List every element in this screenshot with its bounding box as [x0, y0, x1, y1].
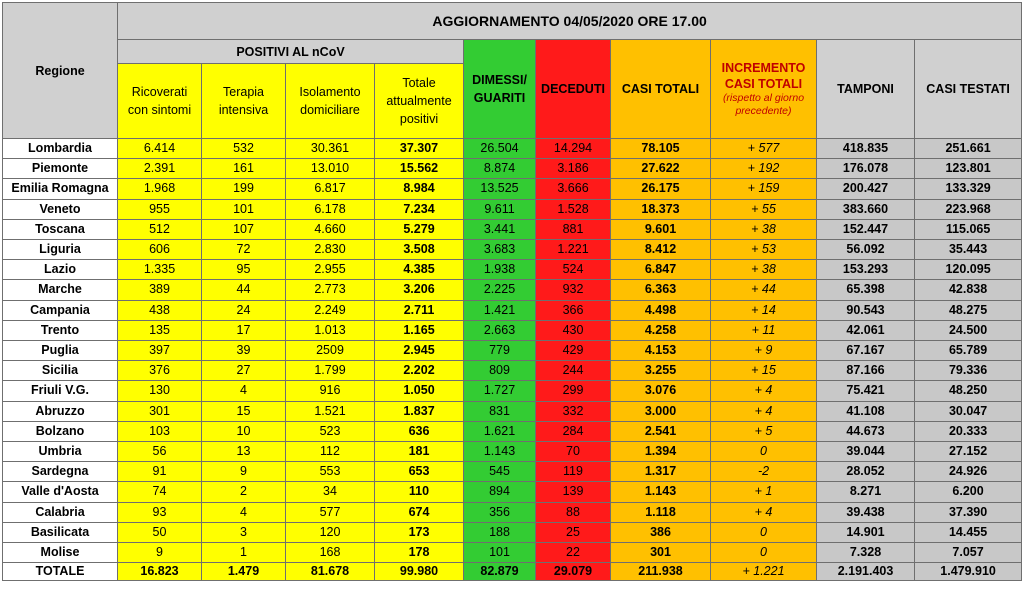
- cell-ricoverati: 56: [118, 442, 202, 462]
- cell-incremento: + 9: [711, 341, 817, 361]
- table-row: [3, 320, 1022, 340]
- cell-deceduti: 25: [536, 522, 611, 542]
- cell-regione: Veneto: [3, 199, 118, 219]
- table-row: [3, 401, 1022, 421]
- cell-dimessi: 188: [464, 522, 536, 542]
- cell-casi: 386: [611, 522, 711, 542]
- cell-testati: 24.500: [915, 320, 1022, 340]
- table-row: [3, 543, 1022, 563]
- table-row: [3, 280, 1022, 300]
- cell-incremento: + 15: [711, 361, 817, 381]
- cell-terapia: 10: [202, 421, 286, 441]
- cell-deceduti: 366: [536, 300, 611, 320]
- cell-tamponi: 152.447: [817, 219, 915, 239]
- cell-casi: 3.000: [611, 401, 711, 421]
- cell-totale: 653: [375, 462, 464, 482]
- cell-totale: 8.984: [375, 179, 464, 199]
- cell-isolamento: 2509: [286, 341, 375, 361]
- cell-terapia: 17: [202, 320, 286, 340]
- cell-testati: 115.065: [915, 219, 1022, 239]
- table-row: [3, 361, 1022, 381]
- cell-regione: Bolzano: [3, 421, 118, 441]
- cell-ricoverati: 301: [118, 401, 202, 421]
- cell-deceduti: 244: [536, 361, 611, 381]
- cell-totale: 1.050: [375, 381, 464, 401]
- cell-dimessi: 1.143: [464, 442, 536, 462]
- cell-ricoverati: 955: [118, 199, 202, 219]
- cell-deceduti: 429: [536, 341, 611, 361]
- cell-deceduti: 119: [536, 462, 611, 482]
- cell-dimessi: 3.441: [464, 219, 536, 239]
- cell-regione: Liguria: [3, 240, 118, 260]
- cell-deceduti: 1.528: [536, 199, 611, 219]
- cell-regione: Sicilia: [3, 361, 118, 381]
- cell-totale: 99.980: [375, 563, 464, 581]
- cell-casi: 26.175: [611, 179, 711, 199]
- cell-ricoverati: 6.414: [118, 139, 202, 159]
- cell-ricoverati: 103: [118, 421, 202, 441]
- cell-casi: 6.363: [611, 280, 711, 300]
- cell-dimessi: 82.879: [464, 563, 536, 581]
- header-ricoverati: Ricoverati con sintomi: [118, 64, 202, 139]
- cell-tamponi: 56.092: [817, 240, 915, 260]
- cell-incremento: + 577: [711, 139, 817, 159]
- cell-terapia: 95: [202, 260, 286, 280]
- cell-tamponi: 65.398: [817, 280, 915, 300]
- table-row: [3, 219, 1022, 239]
- table-title: AGGIORNAMENTO 04/05/2020 ORE 17.00: [118, 3, 1022, 40]
- cell-testati: 37.390: [915, 502, 1022, 522]
- cell-deceduti: 3.186: [536, 159, 611, 179]
- cell-totale: 173: [375, 522, 464, 542]
- cell-tamponi: 75.421: [817, 381, 915, 401]
- header-casi-totali: CASI TOTALI: [611, 40, 711, 139]
- header-totale-positivi: Totale attualmente positivi: [375, 64, 464, 139]
- cell-isolamento: 1.799: [286, 361, 375, 381]
- cell-tamponi: 383.660: [817, 199, 915, 219]
- cell-totale: 2.945: [375, 341, 464, 361]
- header-deceduti: DECEDUTI: [536, 40, 611, 139]
- cell-totale: 110: [375, 482, 464, 502]
- cell-tamponi: 42.061: [817, 320, 915, 340]
- cell-dimessi: 809: [464, 361, 536, 381]
- cell-regione: Calabria: [3, 502, 118, 522]
- cell-dimessi: 779: [464, 341, 536, 361]
- cell-terapia: 2: [202, 482, 286, 502]
- cell-deceduti: 14.294: [536, 139, 611, 159]
- cell-incremento: + 192: [711, 159, 817, 179]
- cell-regione: Sardegna: [3, 462, 118, 482]
- cell-totale: 5.279: [375, 219, 464, 239]
- cell-totale: 3.508: [375, 240, 464, 260]
- cell-isolamento: 13.010: [286, 159, 375, 179]
- cell-isolamento: 523: [286, 421, 375, 441]
- cell-isolamento: 6.817: [286, 179, 375, 199]
- cell-ricoverati: 1.335: [118, 260, 202, 280]
- cell-dimessi: 9.611: [464, 199, 536, 219]
- cell-tamponi: 67.167: [817, 341, 915, 361]
- cell-testati: 133.329: [915, 179, 1022, 199]
- cell-isolamento: 4.660: [286, 219, 375, 239]
- cell-regione: Campania: [3, 300, 118, 320]
- cell-regione: Molise: [3, 543, 118, 563]
- cell-testati: 42.838: [915, 280, 1022, 300]
- table-row-totale: [3, 563, 1022, 581]
- cell-terapia: 1.479: [202, 563, 286, 581]
- cell-terapia: 72: [202, 240, 286, 260]
- cell-deceduti: 524: [536, 260, 611, 280]
- cell-regione: TOTALE: [3, 563, 118, 581]
- table-row: [3, 341, 1022, 361]
- table-row: [3, 442, 1022, 462]
- cell-testati: 7.057: [915, 543, 1022, 563]
- cell-isolamento: 120: [286, 522, 375, 542]
- cell-casi: 4.153: [611, 341, 711, 361]
- header-incremento: [711, 40, 817, 139]
- cell-deceduti: 881: [536, 219, 611, 239]
- cell-testati: 251.661: [915, 139, 1022, 159]
- cell-testati: 24.926: [915, 462, 1022, 482]
- cell-ricoverati: 397: [118, 341, 202, 361]
- cell-casi: 3.076: [611, 381, 711, 401]
- cell-terapia: 44: [202, 280, 286, 300]
- cell-deceduti: 430: [536, 320, 611, 340]
- cell-terapia: 13: [202, 442, 286, 462]
- cell-isolamento: 1.013: [286, 320, 375, 340]
- cell-tamponi: 90.543: [817, 300, 915, 320]
- cell-isolamento: 168: [286, 543, 375, 563]
- cell-incremento: + 4: [711, 381, 817, 401]
- cell-ricoverati: 606: [118, 240, 202, 260]
- header-incremento-label: INCREMENTO CASI TOTALI: [721, 61, 806, 91]
- cell-ricoverati: 16.823: [118, 563, 202, 581]
- cell-deceduti: 70: [536, 442, 611, 462]
- cell-isolamento: 916: [286, 381, 375, 401]
- cell-isolamento: 34: [286, 482, 375, 502]
- cell-terapia: 39: [202, 341, 286, 361]
- cell-testati: 35.443: [915, 240, 1022, 260]
- cell-regione: Toscana: [3, 219, 118, 239]
- cell-dimessi: 13.525: [464, 179, 536, 199]
- cell-casi: 8.412: [611, 240, 711, 260]
- header-incremento-note: (rispetto al giorno precedente): [722, 92, 805, 117]
- cell-incremento: + 38: [711, 260, 817, 280]
- cell-isolamento: 2.773: [286, 280, 375, 300]
- table-row: [3, 159, 1022, 179]
- cell-regione: Valle d'Aosta: [3, 482, 118, 502]
- table-row: [3, 199, 1022, 219]
- cell-regione: Umbria: [3, 442, 118, 462]
- cell-terapia: 27: [202, 361, 286, 381]
- cell-isolamento: 2.830: [286, 240, 375, 260]
- cell-testati: 6.200: [915, 482, 1022, 502]
- cell-testati: 20.333: [915, 421, 1022, 441]
- cell-casi: 1.317: [611, 462, 711, 482]
- cell-dimessi: 831: [464, 401, 536, 421]
- cell-testati: 30.047: [915, 401, 1022, 421]
- cell-incremento: + 1.221: [711, 563, 817, 581]
- cell-ricoverati: 93: [118, 502, 202, 522]
- cell-dimessi: 101: [464, 543, 536, 563]
- cell-testati: 27.152: [915, 442, 1022, 462]
- cell-casi: 1.143: [611, 482, 711, 502]
- cell-deceduti: 3.666: [536, 179, 611, 199]
- table-row: [3, 462, 1022, 482]
- cell-deceduti: 88: [536, 502, 611, 522]
- cell-casi: 4.498: [611, 300, 711, 320]
- table-row: [3, 482, 1022, 502]
- cell-casi: 301: [611, 543, 711, 563]
- cell-tamponi: 87.166: [817, 361, 915, 381]
- cell-dimessi: 1.621: [464, 421, 536, 441]
- cell-tamponi: 8.271: [817, 482, 915, 502]
- cell-testati: 79.336: [915, 361, 1022, 381]
- cell-tamponi: 2.191.403: [817, 563, 915, 581]
- cell-totale: 674: [375, 502, 464, 522]
- header-tamponi: TAMPONI: [817, 40, 915, 139]
- cell-casi: 27.622: [611, 159, 711, 179]
- cell-dimessi: 8.874: [464, 159, 536, 179]
- cell-totale: 178: [375, 543, 464, 563]
- cell-incremento: + 14: [711, 300, 817, 320]
- cell-deceduti: 284: [536, 421, 611, 441]
- cell-deceduti: 139: [536, 482, 611, 502]
- cell-terapia: 9: [202, 462, 286, 482]
- cell-ricoverati: 130: [118, 381, 202, 401]
- cell-isolamento: 81.678: [286, 563, 375, 581]
- cell-dimessi: 3.683: [464, 240, 536, 260]
- cell-totale: 37.307: [375, 139, 464, 159]
- header-regione: Regione: [3, 3, 118, 139]
- cell-incremento: 0: [711, 543, 817, 563]
- cell-incremento: + 159: [711, 179, 817, 199]
- cell-totale: 4.385: [375, 260, 464, 280]
- cell-casi: 2.541: [611, 421, 711, 441]
- cell-terapia: 3: [202, 522, 286, 542]
- cell-tamponi: 39.044: [817, 442, 915, 462]
- cell-terapia: 4: [202, 502, 286, 522]
- cell-dimessi: 1.421: [464, 300, 536, 320]
- cell-incremento: + 4: [711, 401, 817, 421]
- header-casi-testati: CASI TESTATI: [915, 40, 1022, 139]
- table-row: [3, 300, 1022, 320]
- cell-regione: Marche: [3, 280, 118, 300]
- cell-isolamento: 577: [286, 502, 375, 522]
- cell-dimessi: 545: [464, 462, 536, 482]
- cell-totale: 7.234: [375, 199, 464, 219]
- cell-terapia: 15: [202, 401, 286, 421]
- cell-deceduti: 299: [536, 381, 611, 401]
- header-isolamento: Isolamento domiciliare: [286, 64, 375, 139]
- cell-tamponi: 41.108: [817, 401, 915, 421]
- table-row: [3, 421, 1022, 441]
- cell-tamponi: 200.427: [817, 179, 915, 199]
- cell-terapia: 4: [202, 381, 286, 401]
- cell-ricoverati: 512: [118, 219, 202, 239]
- cell-tamponi: 28.052: [817, 462, 915, 482]
- cell-incremento: + 4: [711, 502, 817, 522]
- cell-incremento: -2: [711, 462, 817, 482]
- cell-ricoverati: 74: [118, 482, 202, 502]
- cell-terapia: 101: [202, 199, 286, 219]
- table-row: [3, 179, 1022, 199]
- cell-casi: 211.938: [611, 563, 711, 581]
- cell-ricoverati: 91: [118, 462, 202, 482]
- cell-incremento: + 44: [711, 280, 817, 300]
- cell-regione: Emilia Romagna: [3, 179, 118, 199]
- cell-isolamento: 6.178: [286, 199, 375, 219]
- cell-deceduti: 29.079: [536, 563, 611, 581]
- cell-testati: 14.455: [915, 522, 1022, 542]
- cell-deceduti: 22: [536, 543, 611, 563]
- cell-isolamento: 2.955: [286, 260, 375, 280]
- cell-regione: Abruzzo: [3, 401, 118, 421]
- table-row: [3, 240, 1022, 260]
- cell-totale: 1.837: [375, 401, 464, 421]
- table-row: [3, 522, 1022, 542]
- cell-deceduti: 932: [536, 280, 611, 300]
- cell-testati: 65.789: [915, 341, 1022, 361]
- cell-totale: 1.165: [375, 320, 464, 340]
- cell-tamponi: 39.438: [817, 502, 915, 522]
- cell-regione: Trento: [3, 320, 118, 340]
- cell-regione: Puglia: [3, 341, 118, 361]
- cell-casi: 4.258: [611, 320, 711, 340]
- table-row: [3, 381, 1022, 401]
- cell-dimessi: 26.504: [464, 139, 536, 159]
- table-row: [3, 139, 1022, 159]
- table-row: [3, 260, 1022, 280]
- cell-testati: 123.801: [915, 159, 1022, 179]
- cell-casi: 1.118: [611, 502, 711, 522]
- cell-tamponi: 14.901: [817, 522, 915, 542]
- cell-totale: 636: [375, 421, 464, 441]
- cell-ricoverati: 1.968: [118, 179, 202, 199]
- cell-isolamento: 112: [286, 442, 375, 462]
- cell-regione: Friuli V.G.: [3, 381, 118, 401]
- cell-dimessi: 1.938: [464, 260, 536, 280]
- cell-isolamento: 30.361: [286, 139, 375, 159]
- cell-dimessi: 1.727: [464, 381, 536, 401]
- cell-terapia: 532: [202, 139, 286, 159]
- header-terapia: Terapia intensiva: [202, 64, 286, 139]
- cell-totale: 2.202: [375, 361, 464, 381]
- header-dimessi: DIMESSI/ GUARITI: [464, 40, 536, 139]
- cell-casi: 6.847: [611, 260, 711, 280]
- cell-totale: 15.562: [375, 159, 464, 179]
- cell-deceduti: 332: [536, 401, 611, 421]
- table-body: [3, 139, 1022, 581]
- cell-casi: 78.105: [611, 139, 711, 159]
- cell-ricoverati: 135: [118, 320, 202, 340]
- cell-isolamento: 553: [286, 462, 375, 482]
- cell-ricoverati: 50: [118, 522, 202, 542]
- header-positivi-group: POSITIVI AL nCoV: [118, 40, 464, 64]
- cell-totale: 2.711: [375, 300, 464, 320]
- cell-incremento: 0: [711, 522, 817, 542]
- cell-tamponi: 7.328: [817, 543, 915, 563]
- cell-dimessi: 894: [464, 482, 536, 502]
- cell-terapia: 1: [202, 543, 286, 563]
- cell-terapia: 24: [202, 300, 286, 320]
- cell-regione: Lazio: [3, 260, 118, 280]
- cell-casi: 1.394: [611, 442, 711, 462]
- cell-ricoverati: 2.391: [118, 159, 202, 179]
- cell-regione: Lombardia: [3, 139, 118, 159]
- cell-terapia: 107: [202, 219, 286, 239]
- cell-dimessi: 356: [464, 502, 536, 522]
- cell-tamponi: 418.835: [817, 139, 915, 159]
- cell-incremento: + 5: [711, 421, 817, 441]
- cell-regione: Piemonte: [3, 159, 118, 179]
- cell-casi: 9.601: [611, 219, 711, 239]
- cell-incremento: + 11: [711, 320, 817, 340]
- cell-totale: 181: [375, 442, 464, 462]
- cell-terapia: 199: [202, 179, 286, 199]
- cell-dimessi: 2.225: [464, 280, 536, 300]
- cell-ricoverati: 438: [118, 300, 202, 320]
- cell-deceduti: 1.221: [536, 240, 611, 260]
- cell-testati: 48.275: [915, 300, 1022, 320]
- cell-isolamento: 2.249: [286, 300, 375, 320]
- cell-ricoverati: 376: [118, 361, 202, 381]
- cell-testati: 120.095: [915, 260, 1022, 280]
- cell-casi: 3.255: [611, 361, 711, 381]
- cell-incremento: 0: [711, 442, 817, 462]
- cell-ricoverati: 9: [118, 543, 202, 563]
- cell-testati: 48.250: [915, 381, 1022, 401]
- cell-incremento: + 55: [711, 199, 817, 219]
- covid-data-table: [2, 2, 1022, 581]
- cell-casi: 18.373: [611, 199, 711, 219]
- cell-incremento: + 38: [711, 219, 817, 239]
- cell-dimessi: 2.663: [464, 320, 536, 340]
- cell-testati: 223.968: [915, 199, 1022, 219]
- cell-incremento: + 1: [711, 482, 817, 502]
- table-row: [3, 502, 1022, 522]
- cell-ricoverati: 389: [118, 280, 202, 300]
- cell-tamponi: 44.673: [817, 421, 915, 441]
- cell-testati: 1.479.910: [915, 563, 1022, 581]
- cell-tamponi: 153.293: [817, 260, 915, 280]
- cell-tamponi: 176.078: [817, 159, 915, 179]
- cell-totale: 3.206: [375, 280, 464, 300]
- cell-incremento: + 53: [711, 240, 817, 260]
- cell-regione: Basilicata: [3, 522, 118, 542]
- cell-isolamento: 1.521: [286, 401, 375, 421]
- cell-terapia: 161: [202, 159, 286, 179]
